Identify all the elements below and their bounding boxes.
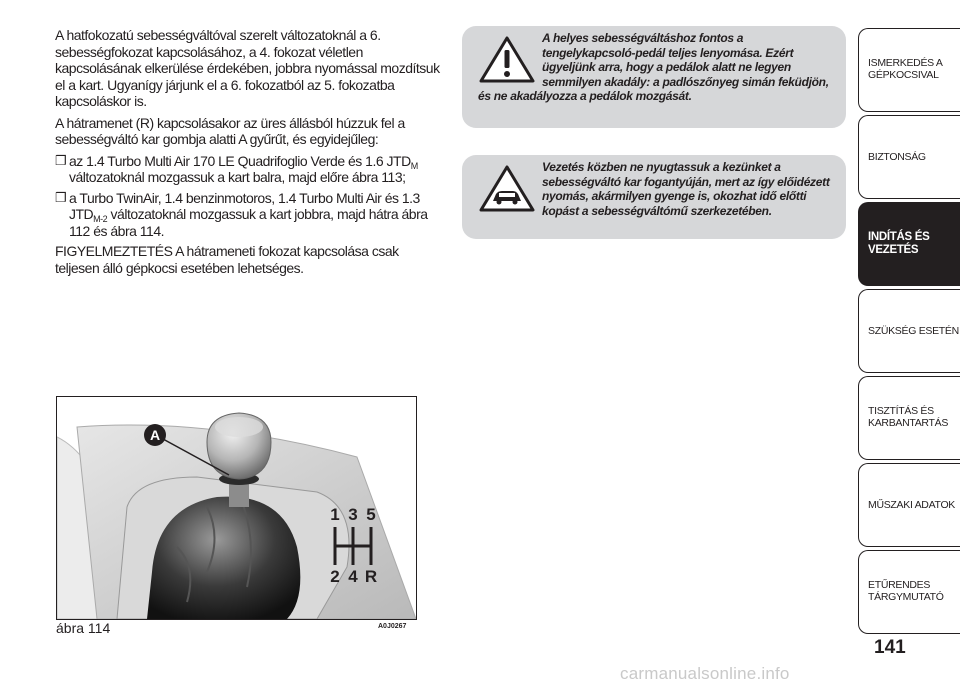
paragraph-sixth-gear: A hatfokozatú sebességváltóval szerelt változatoknál a 6. sebességfokozat kapcsolásához, a 4. fokozat véletlen kapcsolásának elkerülése érdekében, jobbra nyomással mozdítsuk el a kart. Ugyanígy járjunk el a 6. fokozatból az 5. fokozatba kapcsoláskor is.: [55, 27, 440, 109]
tab-szukseg-eseten[interactable]: [858, 289, 960, 373]
figure-caption: ábra 114: [56, 620, 111, 636]
tab-label: MŰSZAKI ADATOK: [868, 499, 956, 511]
bullet-item: [55, 190, 440, 240]
tab-label: ISMERKEDÉS A GÉPKOCSIVAL: [868, 57, 943, 81]
tab-muszaki-adatok[interactable]: [858, 463, 960, 547]
gear-shift-pattern: [330, 505, 377, 586]
body-text: [55, 27, 440, 281]
watermark: carmanualsonline.info: [620, 664, 790, 683]
bullet-text: a Turbo TwinAir, 1.4 benzinmotoros, 1.4 Turbo Multi Air és 1.3 $JTD_{M-2}$ változatoknál mozgassuk a kart jobbra, majd hátra ábra 112 és ábra 114.: [69, 189, 428, 239]
tab-label: SZÜKSÉG ESETÉN: [868, 325, 959, 337]
bullet-text: az 1.4 Turbo Multi Air 170 LE Quadrifoglio Verde és 1.6 $JTD_M$ változatoknál mozgassuk a kart balra, majd előre ábra 113;: [69, 152, 418, 185]
caution-car-icon: [478, 164, 536, 214]
warning-box-clutch: [462, 26, 846, 128]
tab-label: BIZTONSÁG: [868, 151, 926, 163]
note-reverse-stationary: FIGYELMEZTETÉS A hátrameneti fokozat kapcsolása csak teljesen álló gépkocsi esetében lehetséges.: [55, 243, 399, 276]
tab-targymutato[interactable]: [858, 550, 960, 634]
figure-code: A0J0267: [378, 623, 407, 630]
bullet-item: [55, 153, 440, 186]
paragraph-reverse: A hátramenet (R) kapcsolásakor az üres állásból húzzuk fel a sebességváltó kar gombja alatti A gyűrűt, és egyidejűleg:: [55, 114, 405, 147]
warning-box-hand: [462, 155, 846, 239]
page-number: 141: [874, 637, 906, 658]
tab-label: INDÍTÁS ÉS VEZETÉS: [868, 231, 930, 256]
gear-label: 5: [366, 505, 376, 524]
warning-text: A helyes sebességváltáshoz fontos a tengelykapcsoló-pedál teljes lenyomása. Ezért ügyeljünk arra, hogy a pedálok alatt ne legyen semmilyen akadály: a padlószőnyeg simán feküdjön, és ne akadályozza a pedálok mozgását.: [478, 31, 829, 103]
bullet-mark: ❒: [55, 189, 67, 205]
gear-label: 4: [348, 567, 358, 586]
tab-biztonsag[interactable]: [858, 115, 960, 199]
bullet-mark: ❒: [55, 152, 67, 168]
tab-ismerkedes[interactable]: [858, 28, 960, 112]
tab-label: TISZTÍTÁS ÉS KARBANTARTÁS: [868, 405, 949, 429]
tab-label: ETŰRENDES TÁRGYMUTATÓ: [868, 579, 944, 603]
warning-triangle-icon: [478, 35, 536, 85]
warning-text: Vezetés közben ne nyugtassuk a kezünket a sebességváltó kar fogantyúján, mert az így előidézett nyomás, akármilyen gyenge is, okozhat idő előtti kopást a sebességváltómű szerkezetében.: [542, 160, 830, 218]
gear-lever-illustration: [56, 396, 417, 620]
gear-label: 1: [330, 505, 340, 524]
tab-tisztitas[interactable]: [858, 376, 960, 460]
gear-label: 2: [330, 567, 340, 586]
gear-label: R: [364, 567, 378, 586]
callout-label: A: [149, 427, 161, 443]
tab-inditas-es-vezetes[interactable]: [858, 202, 960, 286]
gear-label: 3: [348, 505, 358, 524]
